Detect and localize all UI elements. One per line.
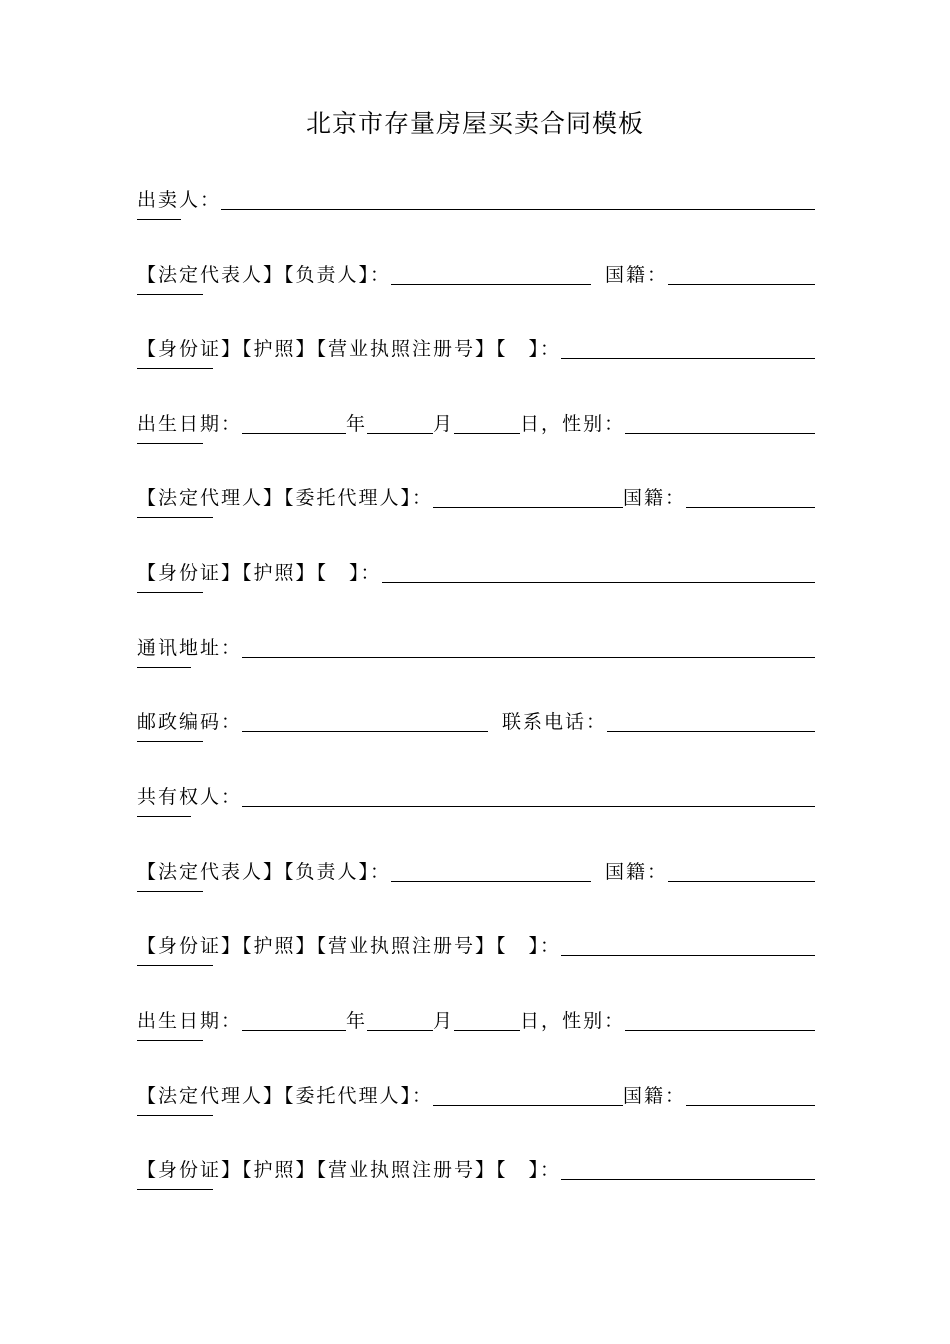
co-owner-id-row (137, 930, 815, 974)
phone-label: 联系电话： (502, 711, 608, 733)
day-label: 日， (520, 413, 563, 435)
co-owner-nationality-blank-continuation (137, 891, 203, 892)
seller-agent-row (137, 482, 815, 526)
co-owner-label: 共有权人： (137, 786, 243, 808)
address-row (137, 632, 815, 676)
co-owner-blank-continuation (137, 816, 191, 817)
co-owner-month-label: 月 (433, 1010, 455, 1032)
gender-blank[interactable] (625, 411, 815, 434)
co-owner-birth-year-blank[interactable] (242, 1008, 346, 1031)
legal-rep-blank[interactable] (391, 262, 591, 285)
agent-id-number-blank-continuation (137, 592, 203, 593)
agent-nationality-blank-continuation (137, 517, 213, 518)
agent-id-row (137, 557, 815, 601)
nationality-blank[interactable] (668, 262, 815, 285)
month-label: 月 (433, 413, 455, 435)
id-number-blank[interactable] (561, 336, 815, 359)
co-owner-blank[interactable] (242, 784, 815, 807)
agent-id-number-blank[interactable] (382, 560, 815, 583)
co-owner-legal-rep-blank[interactable] (391, 859, 591, 882)
postcode-blank[interactable] (242, 709, 488, 732)
co-owner-gender-blank-continuation (137, 1040, 203, 1041)
birth-year-blank[interactable] (242, 411, 346, 434)
birth-month-blank[interactable] (367, 411, 433, 434)
seller-blank[interactable] (221, 187, 815, 210)
birth-day-blank[interactable] (454, 411, 520, 434)
co-owner-agent-id-type-label: 【身份证】【护照】【营业执照注册号】【 】： (137, 1159, 562, 1181)
nationality-blank-continuation (137, 294, 203, 295)
co-owner-agent-id-number-blank[interactable] (561, 1157, 815, 1180)
address-blank-continuation (137, 667, 191, 668)
nationality-label: 国籍： (605, 264, 669, 286)
co-owner-row (137, 781, 815, 825)
co-owner-nationality-label: 国籍： (605, 861, 669, 883)
co-owner-agent-id-row (137, 1154, 815, 1198)
co-owner-agent-blank[interactable] (433, 1083, 623, 1106)
co-owner-gender-label: 性别： (562, 1010, 626, 1032)
agent-label: 【法定代理人】【委托代理人】： (137, 487, 434, 509)
birth-date-label: 出生日期： (137, 413, 243, 435)
phone-blank-continuation (137, 741, 203, 742)
co-owner-year-label: 年 (346, 1010, 368, 1032)
seller-row (137, 184, 815, 228)
co-owner-birth-month-blank[interactable] (367, 1008, 433, 1031)
gender-label: 性别： (562, 413, 626, 435)
seller-label: 出卖人： (137, 189, 222, 211)
co-owner-agent-id-number-blank-continuation (137, 1189, 213, 1190)
year-label: 年 (346, 413, 368, 435)
co-owner-id-type-label: 【身份证】【护照】【营业执照注册号】【 】： (137, 935, 562, 957)
postcode-phone-row (137, 706, 815, 750)
co-owner-agent-nationality-blank-continuation (137, 1115, 213, 1116)
id-type-label: 【身份证】【护照】【营业执照注册号】【 】： (137, 338, 562, 360)
co-owner-legal-rep-row (137, 856, 815, 900)
id-number-blank-continuation (137, 368, 213, 369)
seller-blank-continuation (137, 219, 181, 220)
co-owner-agent-nationality-label: 国籍： (623, 1085, 687, 1107)
seller-legal-rep-row (137, 259, 815, 303)
co-owner-agent-row (137, 1080, 815, 1124)
co-owner-birth-day-blank[interactable] (454, 1008, 520, 1031)
agent-blank[interactable] (433, 485, 623, 508)
co-owner-agent-label: 【法定代理人】【委托代理人】： (137, 1085, 434, 1107)
co-owner-id-number-blank[interactable] (561, 933, 815, 956)
phone-blank[interactable] (607, 709, 815, 732)
co-owner-day-label: 日， (520, 1010, 563, 1032)
agent-nationality-blank[interactable] (686, 485, 815, 508)
co-owner-birth-row (137, 1005, 815, 1049)
co-owner-id-number-blank-continuation (137, 965, 213, 966)
agent-nationality-label: 国籍： (623, 487, 687, 509)
agent-id-type-label: 【身份证】【护照】【 】： (137, 562, 382, 584)
seller-id-row (137, 333, 815, 377)
co-owner-nationality-blank[interactable] (668, 859, 815, 882)
co-owner-legal-rep-label: 【法定代表人】【负责人】： (137, 861, 392, 883)
address-label: 通讯地址： (137, 637, 243, 659)
gender-blank-continuation (137, 443, 203, 444)
document-title: 北京市存量房屋买卖合同模板 (305, 109, 644, 138)
co-owner-gender-blank[interactable] (625, 1008, 815, 1031)
legal-rep-label: 【法定代表人】【负责人】： (137, 264, 392, 286)
seller-birth-row (137, 408, 815, 452)
postcode-label: 邮政编码： (137, 711, 243, 733)
co-owner-birth-date-label: 出生日期： (137, 1010, 243, 1032)
address-blank[interactable] (242, 635, 815, 658)
co-owner-agent-nationality-blank[interactable] (686, 1083, 815, 1106)
